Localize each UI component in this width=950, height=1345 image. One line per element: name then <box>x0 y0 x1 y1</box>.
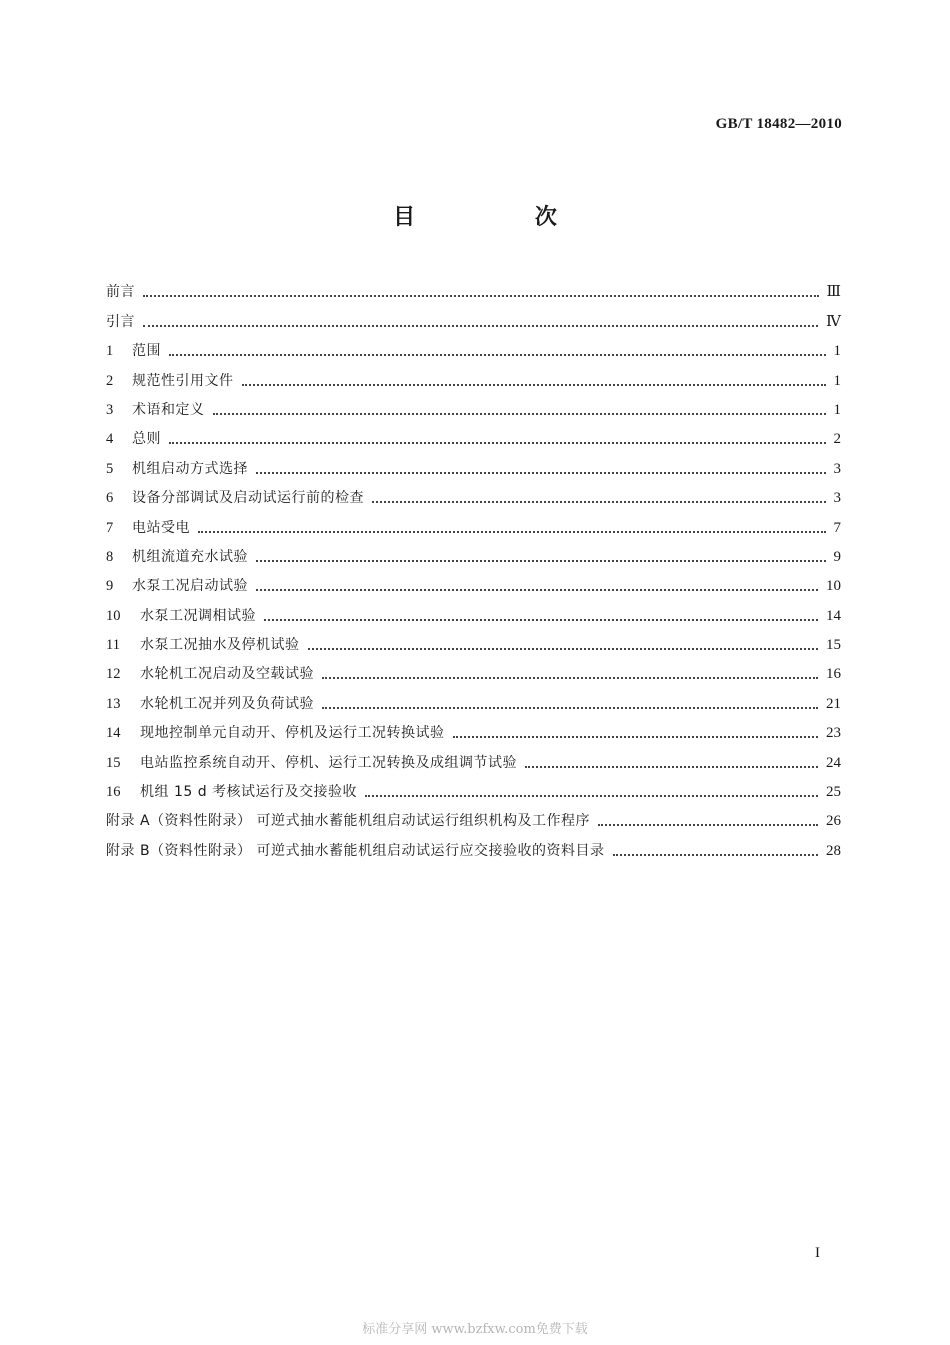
toc-entry-number: 11 <box>106 637 120 654</box>
toc-entry-title: 水轮机工况并列及负荷试验 <box>140 695 314 712</box>
toc-entry[interactable] <box>106 773 841 802</box>
toc-entry-number: 2 <box>106 372 114 389</box>
toc-entry-title: 水轮机工况启动及空载试验 <box>140 666 314 683</box>
toc-entry[interactable] <box>106 626 841 655</box>
toc-entry-page: 10 <box>826 578 841 595</box>
toc-leader-dots <box>308 647 819 650</box>
toc-entry-page: 23 <box>826 725 841 742</box>
toc-entry[interactable] <box>106 684 841 713</box>
toc-entry-title: 范围 <box>132 343 161 360</box>
toc-entry-title: 设备分部调试及启动试运行前的检查 <box>132 490 364 507</box>
toc-leader-dots <box>598 823 818 826</box>
toc-entry-title: 电站受电 <box>132 519 190 536</box>
toc-leader-dots <box>143 294 819 297</box>
toc-entry-page: 2 <box>833 431 841 448</box>
toc-leader-dots <box>213 412 826 415</box>
page-title: 目 次 <box>393 205 613 230</box>
toc-leader-dots <box>169 353 826 356</box>
toc-leader-dots <box>169 441 826 444</box>
toc-entry-title: 总则 <box>132 431 161 448</box>
toc-entry-number: 14 <box>106 725 121 742</box>
toc-leader-dots <box>256 471 826 474</box>
toc-entry[interactable] <box>106 449 841 478</box>
toc-leader-dots <box>613 853 818 856</box>
toc-entry-number: 6 <box>106 490 114 507</box>
toc-entry-title: 前言 <box>106 284 135 301</box>
toc-entry-number: 13 <box>106 695 121 712</box>
toc-leader-dots <box>264 618 818 621</box>
toc-entry-page: 14 <box>826 607 841 624</box>
toc-entry-title: 术语和定义 <box>132 401 205 418</box>
toc-entry[interactable] <box>106 420 841 449</box>
toc-entry-page: 24 <box>826 754 841 771</box>
toc-leader-dots <box>453 735 819 738</box>
toc-entry-page: 25 <box>826 784 841 801</box>
toc-entry[interactable] <box>106 273 841 302</box>
toc-entry-number: 12 <box>106 666 121 683</box>
toc-entry-page: 3 <box>833 490 841 507</box>
toc-entry-page: 16 <box>826 666 841 683</box>
toc-entry-page: 21 <box>826 695 841 712</box>
toc-leader-dots <box>525 765 818 768</box>
toc-entry-number: 9 <box>106 578 114 595</box>
toc-leader-dots <box>256 559 826 562</box>
toc-entry-number: 8 <box>106 548 114 565</box>
toc-entry-number: 10 <box>106 607 121 624</box>
toc-entry-number: 15 <box>106 754 121 771</box>
toc-entry-page: 1 <box>833 372 841 389</box>
toc-entry-title: 水泵工况调相试验 <box>140 607 256 624</box>
standard-code: GB/T 18482—2010 <box>715 116 842 132</box>
toc-entry-title: 水泵工况抽水及停机试验 <box>140 637 300 654</box>
toc-leader-dots <box>365 794 818 797</box>
toc-leader-dots <box>242 383 826 386</box>
toc-entry[interactable] <box>106 802 841 831</box>
toc-entry-number: 16 <box>106 784 121 801</box>
toc-leader-dots <box>143 324 818 327</box>
toc-entry-number: 3 <box>106 401 114 418</box>
toc-entry-title: 附录 B（资料性附录） 可逆式抽水蓄能机组启动试运行应交接验收的资料目录 <box>106 842 605 859</box>
toc-entry-page: Ⅳ <box>826 313 841 330</box>
toc-entry[interactable] <box>106 596 841 625</box>
toc-entry-title: 附录 A（资料性附录） 可逆式抽水蓄能机组启动试运行组织机构及工作程序 <box>106 813 590 830</box>
toc-entry[interactable] <box>106 361 841 390</box>
toc-entry-page: 15 <box>826 637 841 654</box>
toc-leader-dots <box>322 706 818 709</box>
toc-entry[interactable] <box>106 567 841 596</box>
toc-entry[interactable] <box>106 714 841 743</box>
toc-entry-title: 机组启动方式选择 <box>132 460 248 477</box>
watermark: 标准分享网 www.bzfxw.com免费下载 <box>362 1322 588 1337</box>
page-number: I <box>815 1245 820 1261</box>
toc-entry-title: 引言 <box>106 313 135 330</box>
toc-entry-number: 1 <box>106 343 114 360</box>
toc-entry-title: 机组 15 d 考核试运行及交接验收 <box>140 784 358 801</box>
toc-entry-page: 7 <box>833 519 841 536</box>
toc-leader-dots <box>372 500 826 503</box>
toc-entry-page: Ⅲ <box>826 284 841 301</box>
toc-entry[interactable] <box>106 479 841 508</box>
toc-entry[interactable] <box>106 831 841 860</box>
toc-entry-number: 5 <box>106 460 114 477</box>
toc-entry[interactable] <box>106 391 841 420</box>
toc-entry-title: 机组流道充水试验 <box>132 548 248 565</box>
table-of-contents <box>106 273 841 861</box>
toc-entry-title: 规范性引用文件 <box>132 372 234 389</box>
toc-entry-page: 28 <box>826 842 841 859</box>
toc-leader-dots <box>256 588 818 591</box>
toc-entry[interactable] <box>106 302 841 331</box>
toc-entry-page: 3 <box>833 460 841 477</box>
toc-entry[interactable] <box>106 538 841 567</box>
toc-entry-number: 4 <box>106 431 114 448</box>
toc-entry-title: 现地控制单元自动开、停机及运行工况转换试验 <box>140 725 445 742</box>
toc-entry[interactable] <box>106 655 841 684</box>
toc-entry-page: 26 <box>826 813 841 830</box>
toc-entry[interactable] <box>106 508 841 537</box>
toc-entry[interactable] <box>106 332 841 361</box>
toc-leader-dots <box>322 676 818 679</box>
toc-entry-page: 1 <box>833 401 841 418</box>
toc-entry-title: 电站监控系统自动开、停机、运行工况转换及成组调节试验 <box>140 754 517 771</box>
toc-entry[interactable] <box>106 743 841 772</box>
toc-entry-number: 7 <box>106 519 114 536</box>
toc-leader-dots <box>198 530 826 533</box>
toc-entry-page: 1 <box>833 343 841 360</box>
toc-entry-page: 9 <box>833 548 841 565</box>
toc-entry-title: 水泵工况启动试验 <box>132 578 248 595</box>
